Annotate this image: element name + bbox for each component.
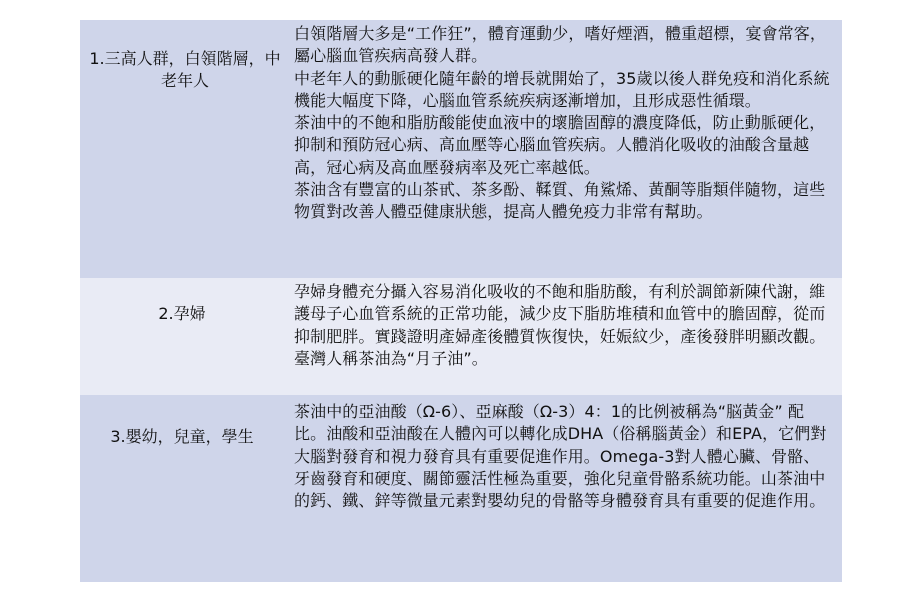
description-cell	[284, 20, 842, 278]
category-cell: 2.孕婦	[158, 304, 206, 323]
benefits-table	[80, 20, 842, 582]
category-cell: 1.三高人群，白領階層，中老年人	[89, 49, 281, 90]
description-cell	[284, 395, 842, 582]
description-paragraph: 茶油中的不飽和脂肪酸能使血液中的壞膽固醇的濃度降低，防止動脈硬化，抑制和預防冠心病、高血壓等心腦血管疾病。人體消化吸收的油酸含量越高，冠心病及高血壓發病率及死亡率越低。	[294, 113, 826, 177]
table-row	[80, 20, 842, 278]
table-row	[80, 278, 842, 395]
category-cell: 3.嬰幼，兒童，學生	[110, 427, 254, 446]
description-paragraph: 中老年人的動脈硬化隨年齡的增長就開始了，35歲以後人群免疫和消化系統機能大幅度下降，心腦血管系統疾病逐漸增加，且形成惡性循環。	[294, 68, 830, 110]
description-paragraph: 茶油含有豐富的山茶甙、茶多酚、鞣質、角鯊烯、黃酮等脂類伴隨物，這些物質對改善人體亞健康狀態，提高人體免疫力非常有幫助。	[294, 180, 826, 222]
description-paragraph: 白領階層大多是“工作狂”，體育運動少，嗜好煙酒，體重超標，宴會常客，屬心腦血管疾病高發人群。	[294, 24, 826, 66]
description-cell	[284, 278, 842, 395]
description-paragraph: 孕婦身體充分攝入容易消化吸收的不飽和脂肪酸，有利於調節新陳代謝，維護母子心血管系統的正常功能，減少皮下脂肪堆積和血管中的膽固醇，從而抑制肥胖。實踐證明產婦產後體質恢復快，妊娠紋少，產後發胖明顯改觀。臺灣人稱茶油為“月子油”。	[294, 282, 826, 368]
table-row	[80, 395, 842, 582]
description-paragraph: 茶油中的亞油酸（Ω-6）、亞麻酸（Ω-3）4：1的比例被稱為“脳黃金” 配比。油酸和亞油酸在人體內可以轉化成DHA（俗稱腦黃金）和EPA，它們對大腦對發育和視力發育具有重要促進作用。Omega-3對人體心臟、骨骼、牙齒發育和硬度、關節靈活性極為重要，強化兒童骨骼系統功能。山茶油中的鈣、鐵、鋅等微量元素對嬰幼兒的骨骼等身體發育具有重要的促進作用。	[294, 402, 827, 511]
